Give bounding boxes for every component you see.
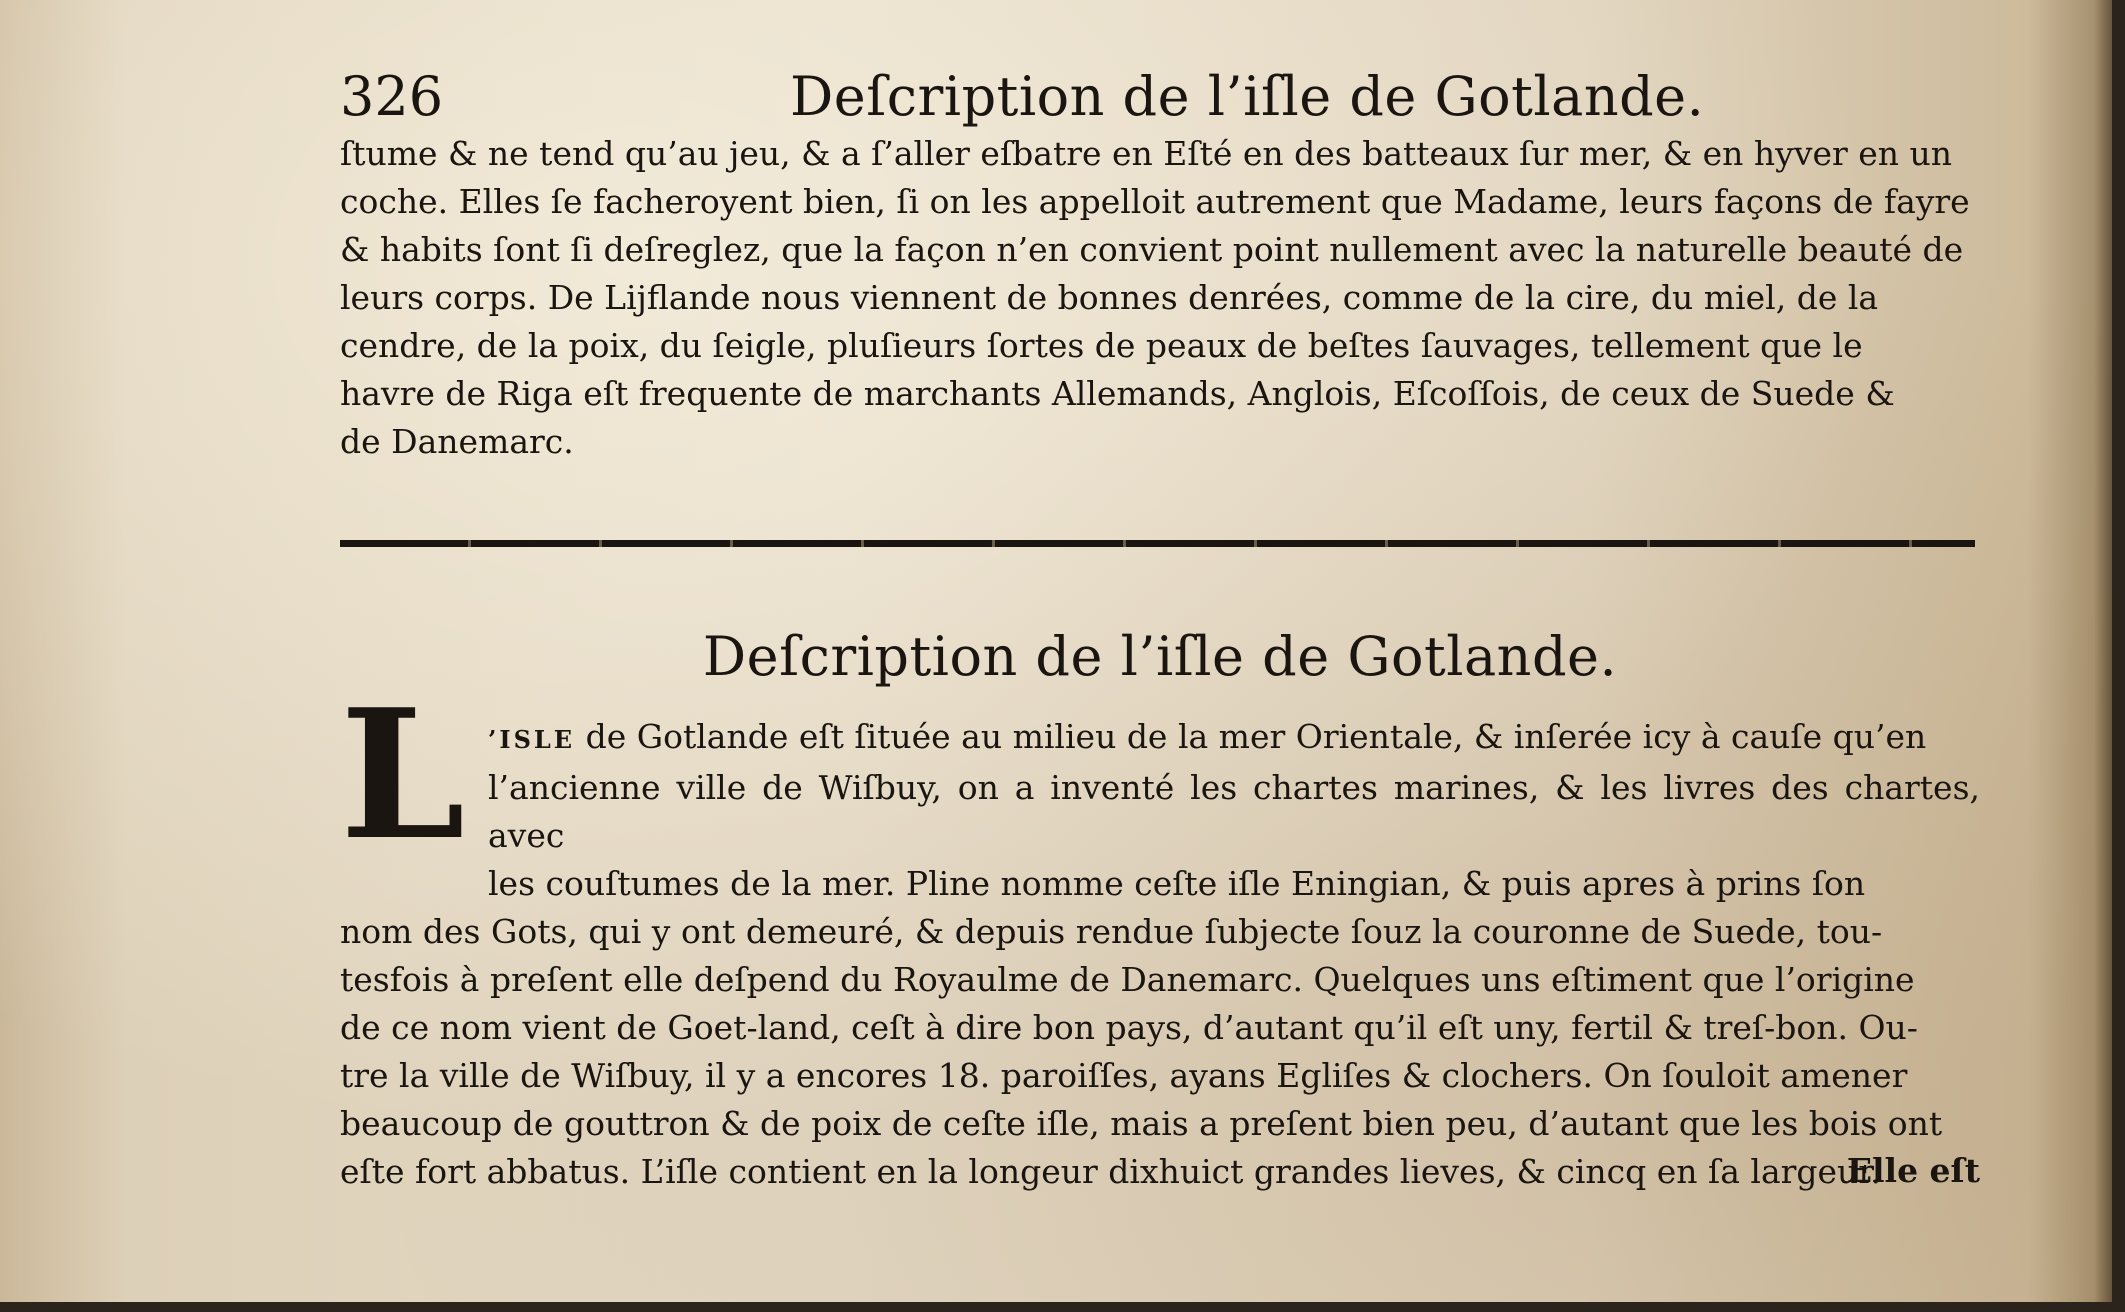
continuation-text [340, 130, 1980, 466]
text-line: les couſtumes de la mer. Pline nomme ceſte iſle Eningian, & puis apres à prins ſon [488, 864, 1866, 903]
opening-word: ’ISLE [488, 725, 576, 754]
catchword: Elle eſt [1846, 1151, 1980, 1190]
text-line: ſtume & ne tend qu’au jeu, & a ſ’aller eſbatre en Eſté en des batteaux ſur mer, & en hyver en un [340, 134, 1953, 173]
text-line: leurs corps. De Lijflande nous viennent de bonnes denrées, comme de la cire, du miel, de la [340, 278, 1879, 317]
page-header [340, 62, 1980, 132]
section-title: Deſcription de l’iſle de Gotlande. [702, 625, 1618, 688]
text-line-first [340, 713, 1980, 764]
page-edge-shadow [2094, 0, 2112, 1302]
text-line: de ce nom vient de Goet-land, ceſt à dire bon pays, d’autant qu’il eſt uny, fertil & treſ-bon. Ou- [340, 1008, 1918, 1047]
page-number: 326 [340, 65, 444, 128]
running-title: Deſcription de l’iſle de Gotlande. [790, 65, 1705, 128]
text-line: l’ancienne ville de Wiſbuy, on a inventé les chartes marines, & les livres des chartes, avec [488, 768, 1980, 855]
text-line: beaucoup de gouttron & de poix de ceſte iſle, mais a preſent bien peu, d’autant que les bois ont [340, 1104, 1943, 1143]
text-line: cendre, de la poix, du ſeigle, pluſieurs ſortes de peaux de beſtes ſauvages, tellement que le [340, 326, 1863, 365]
text-line: eſte fort abbatus. L’iſle contient en la longeur dixhuict grandes lieves, & cincq en ſa largeur. [340, 1152, 1881, 1191]
text-line: de Danemarc. [340, 422, 574, 461]
text-line: nom des Gots, qui y ont demeuré, & depuis rendue ſubjecte ſouz la couronne de Suede, tou- [340, 912, 1883, 951]
section-body-text [340, 713, 1980, 1196]
text-line: tre la ville de Wiſbuy, il y a encores 18. paroiſſes, ayans Egliſes & clochers. On ſouloit amener [340, 1056, 1908, 1095]
text-line: de Gotlande eſt ſituée au milieu de la mer Orientale, & inſerée icy à cauſe qu’en [575, 717, 1927, 756]
section-divider-rule [340, 540, 1975, 547]
drop-cap: L [340, 670, 466, 879]
text-line: havre de Riga eſt frequente de marchants Allemands, Anglois, Eſcoſſois, de ceux de Suede & [340, 374, 1895, 413]
text-line: tesfois à preſent elle deſpend du Royaulme de Danemarc. Quelques uns eſtiment que l’origine [340, 960, 1915, 999]
text-line: coche. Elles ſe facheroyent bien, ſi on les appelloit autrement que Madame, leurs façons de fayre [340, 182, 1970, 221]
text-line: & habits ſont ſi deſreglez, que la façon n’en convient point nullement avec la naturelle beauté de [340, 230, 1964, 269]
